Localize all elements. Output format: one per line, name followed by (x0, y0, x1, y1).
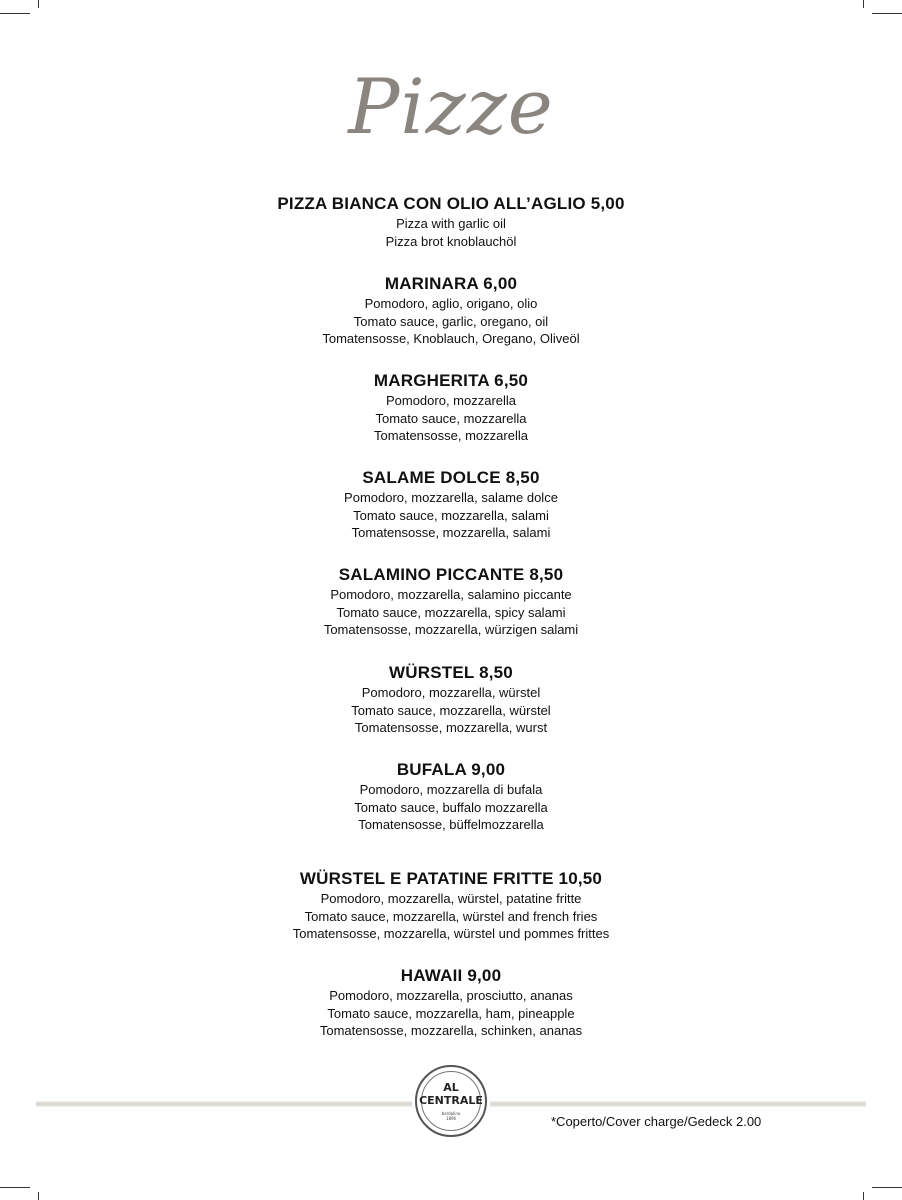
menu-item-title: BUFALA 9,00 (396, 760, 506, 779)
crop-mark-bottom-left (38, 1192, 39, 1200)
logo-small-1: bardolino (441, 1111, 461, 1116)
menu-item-desc-en: Tomato sauce, mozzarella, würstel and french fries (304, 908, 598, 924)
logo-subtext (417, 1111, 485, 1121)
menu-item-desc-de: Tomatensosse, mozzarella, würstel und pommes frittes (292, 926, 610, 941)
menu-item-desc-de: Tomatensosse, büffelmozzarella (358, 817, 544, 832)
menu-item (0, 564, 902, 639)
menu-item (0, 759, 902, 834)
menu-item-desc-de: Tomatensosse, mozzarella, schinken, ananas (319, 1023, 583, 1038)
logo-small-2: 1896 (445, 1116, 457, 1121)
menu-item-desc-it: Pomodoro, aglio, origano, olio (364, 296, 538, 311)
menu-item-desc-de: Tomatensosse, mozzarella, würzigen salami (323, 622, 579, 637)
logo-text (417, 1081, 485, 1107)
menu-item-desc-it: Pomodoro, mozzarella, salamino piccante (330, 587, 572, 602)
logo-line-1: AL (443, 1081, 459, 1094)
menu-item-desc-en: Tomato sauce, buffalo mozzarella (354, 799, 548, 815)
menu-item-desc-de: Tomatensosse, mozzarella, salami (351, 525, 551, 540)
menu-item-desc-en: Tomato sauce, mozzarella, ham, pineapple (327, 1005, 575, 1021)
menu-item-desc-it: Pomodoro, mozzarella, würstel (361, 685, 541, 700)
menu-item-title: HAWAII 9,00 (400, 966, 502, 985)
menu-item-desc-it: Pomodoro, mozzarella, würstel, patatine fritte (320, 891, 582, 906)
menu-item (0, 868, 902, 943)
menu-item-desc-it: Pomodoro, mozzarella (385, 393, 517, 408)
crop-mark-bottom-right (863, 1192, 864, 1200)
menu-item-desc-it: Pomodoro, mozzarella di bufala (359, 782, 543, 797)
menu-item (0, 273, 902, 348)
menu-item-title: PIZZA BIANCA CON OLIO ALL’AGLIO 5,00 (277, 194, 625, 213)
crop-mark-left-bottom (0, 1187, 30, 1188)
logo (415, 1065, 487, 1137)
crop-mark-right-bottom (872, 1187, 902, 1188)
crop-mark-top-left (38, 0, 39, 8)
cover-charge-note: *Coperto/Cover charge/Gedeck 2.00 (551, 1114, 762, 1129)
menu-item-title: SALAMINO PICCANTE 8,50 (338, 565, 564, 584)
footer-rule-right (490, 1101, 866, 1107)
menu-item-desc-en: Tomato sauce, garlic, oregano, oil (353, 313, 549, 329)
crop-mark-right-top (872, 13, 902, 14)
menu-item (0, 193, 902, 250)
menu-item-title: MARINARA 6,00 (384, 274, 518, 293)
menu-item-desc-en: Tomato sauce, mozzarella, spicy salami (336, 604, 566, 620)
menu-item (0, 467, 902, 542)
footer-rule-left (36, 1101, 412, 1107)
menu-item-title: SALAME DOLCE 8,50 (362, 468, 540, 487)
crop-mark-left-top (0, 13, 30, 14)
menu-item-desc-de: Tomatensosse, mozzarella, wurst (354, 720, 548, 735)
menu-item-desc-it: Pizza with garlic oil (396, 216, 506, 231)
menu-item (0, 965, 902, 1040)
menu-item-title: WÜRSTEL 8,50 (389, 663, 513, 682)
menu-item-desc-it: Pomodoro, mozzarella, salame dolce (344, 490, 558, 505)
menu-item-title: MARGHERITA 6,50 (373, 371, 529, 390)
crop-mark-top-right (863, 0, 864, 8)
menu-item (0, 370, 902, 445)
menu-item-desc-de: Tomatensosse, Knoblauch, Oregano, Oliveöl (322, 331, 580, 346)
menu-item-desc-en: Tomato sauce, mozzarella, salami (353, 507, 549, 523)
menu-item-desc-en: Tomato sauce, mozzarella, würstel (351, 702, 551, 718)
menu-item-desc-de: Pizza brot knoblauchöl (385, 233, 517, 249)
logo-line-2: CENTRALE (419, 1094, 483, 1107)
page-title: Pizze (348, 62, 554, 151)
menu-item-desc-de: Tomatensosse, mozzarella (374, 428, 528, 443)
menu-item (0, 662, 902, 737)
menu-item-title: WÜRSTEL E PATATINE FRITTE 10,50 (299, 869, 603, 888)
menu-item-desc-en: Tomato sauce, mozzarella (375, 410, 527, 426)
menu-item-desc-it: Pomodoro, mozzarella, prosciutto, ananas (329, 988, 573, 1003)
